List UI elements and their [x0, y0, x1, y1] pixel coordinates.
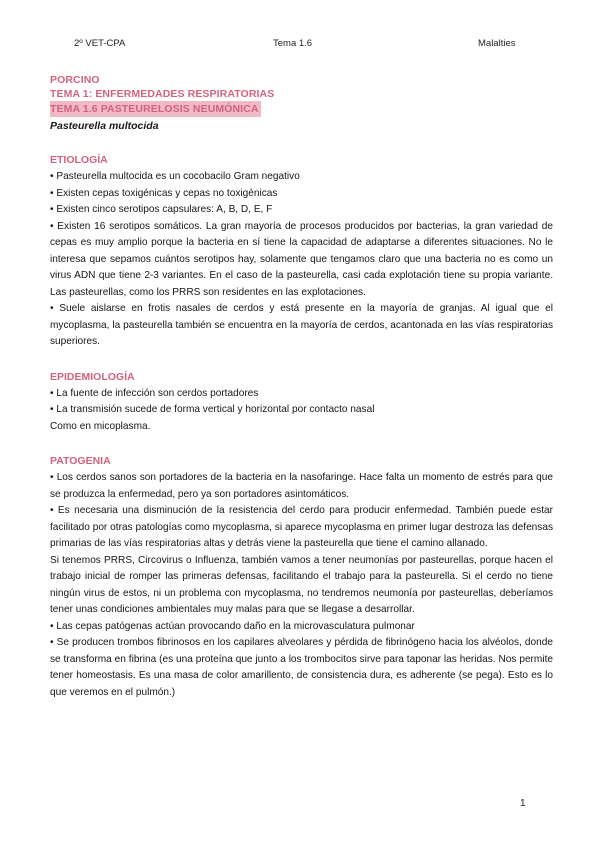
- section-heading-patogenia: PATOGENIA: [50, 455, 111, 467]
- paragraph: Como en micoplasma.: [50, 420, 151, 432]
- organism-subtitle: Pasteurella multocida: [50, 120, 159, 132]
- paragraph: • La transmisión sucede de forma vertical y horizontal por contacto nasal: [50, 404, 375, 415]
- section-heading-etiologia: ETIOLOGÍA: [50, 154, 108, 166]
- header-course: 2º VET-CPA: [74, 38, 126, 49]
- chapter-title: [50, 101, 553, 117]
- paragraph: • Existen cinco serotipos capsulares: A, B, D, E, F: [50, 204, 273, 215]
- topic-title: TEMA 1: ENFERMEDADES RESPIRATORIAS: [50, 88, 275, 100]
- header-subject: Malalties: [478, 38, 516, 49]
- paragraph: • Los cerdos sanos son portadores de la bacteria en la nasofaringe. Hace falta un momento de estrés para que se produzca la enfermedad, pero ya son portadores asintomáticos.: [50, 472, 553, 500]
- paragraph: • Las cepas patógenas actúan provocando daño en la microvasculatura pulmonar: [50, 620, 415, 632]
- paragraph: • Pasteurella multocida es un cocobacilo Gram negativo: [50, 171, 300, 182]
- paragraph: • Existen 16 serotipos somáticos. La gran mayoría de procesos producidos por bacterias, la gran variedad de cepas es muy amplio porque la bacteria en sí tiene la capacidad de adaptarse a diferentes situaciones. No le interesa que sepamos cuántos serotipos hay, solamente que tengamos claro que una bacteria no es como un virus ADN que tiene 2-3 variantes. En el caso de la pasteurella, casi cada explotación tiene su propia variante. Las pasteurellas, como los PRRS son residentes en las explotaciones.: [50, 220, 553, 298]
- paragraph: • Se producen trombos fibrinosos en los capilares alveolares y pérdida de fibrinógeno hacia los alvéolos, donde se transforma en fibrina (es una proteína que junto a los trombocitos sirve para taponar las heridas. Nos permite tener homeostasis. Es una masa de color amarillento, de consistencia dura, es adherente (se pega). Esto es lo que veremos en el pulmón.): [50, 637, 553, 698]
- page-number: 1: [520, 798, 526, 809]
- paragraph: • La fuente de infección son cerdos portadores: [50, 387, 259, 399]
- paragraph: • Suele aislarse en frotis nasales de cerdos y está presente en la mayoría de granjas. Al igual que el mycoplasma, la pasteurella también se encuentra en la mayoría de cerdos, acantonada en las vías respiratorias superiores.: [50, 303, 553, 347]
- paragraph: • Existen cepas toxigénicas y cepas no toxigénicas: [50, 187, 278, 199]
- header-topic: Tema 1.6: [273, 38, 313, 49]
- document-body: [50, 73, 553, 701]
- species-title: PORCINO: [50, 74, 100, 86]
- paragraph: • Es necesaria una disminución de la resistencia del cerdo para producir enfermedad. También puede estar facilitado por otras patologías como mycoplasma, si aparece mycoplasma en primer lugar destroza las defensas primarias de las vías respiratorias altas y detrás viene la pasteurella que tiene el camino allanado.: [50, 505, 553, 549]
- paragraph: Si tenemos PRRS, Circovirus o Influenza, también vamos a tener neumonías por pasteurellas, porque hacen el trabajo inicial de romper las primeras defensas, facilitando el trabajo para la pasteurella. Si el cerdo no tiene ningún virus de estos, ni un problema con mycoplasma, no tendremos neumonía por pasteurellas, deberíamos tener unas condiciones ambientales muy malas para que se llegase a desarrollar.: [50, 554, 553, 615]
- chapter-title-highlight: TEMA 1.6 PASTEURELOSIS NEUMÓNICA: [50, 103, 259, 115]
- section-heading-epidemiologia: EPIDEMIOLOGÍA: [50, 370, 135, 383]
